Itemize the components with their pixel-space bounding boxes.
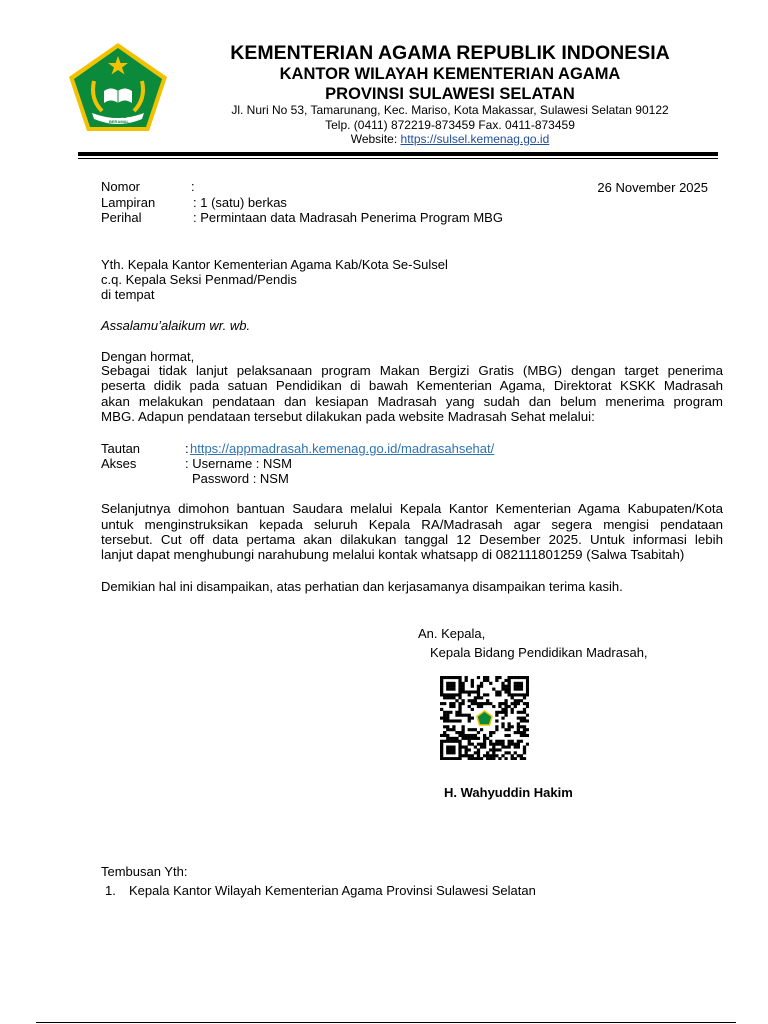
lampiran-label: Lampiran [101,195,156,210]
paragraph-1-line-4: MBG. Adapun pendataan tersebut dilakukan pada website Madrasah Sehat melalui: [101,409,595,424]
tautan-link[interactable]: https://appmadrasah.kemenag.go.id/madrasahsehat/ [190,441,495,456]
header-website [200,132,700,146]
perihal-label: Perihal [101,210,142,225]
header-line3: PROVINSI SULAWESI SELATAN [325,85,575,103]
logo-motto: IKHLAS BERAMAL [109,114,129,124]
cc-item: Kepala Kantor Wilayah Kementerian Agama Provinsi Sulawesi Selatan [129,883,536,898]
website-label: Website: [350,132,401,146]
header-rule-thick [78,152,718,156]
paragraph-1-line-2: peserta didik pada satuan Pendidikan di bawah Kementerian Agama, Direktorat KSKK Madrasah [101,378,723,393]
recipient-line1: Yth. Kepala Kantor Kementerian Agama Kab/Kota Se-Sulsel [101,257,448,272]
akses-label: Akses [101,456,137,471]
kemenag-logo [66,41,170,133]
qr-code [440,676,529,760]
paragraph-1-line-3: akan melakukan pendataan dan kesiapan Madrasah yang sudah dan belum menerima program [101,394,723,409]
signatory-name: H. Wahyuddin Hakim [444,785,573,800]
header-line1: KEMENTERIAN AGAMA REPUBLIK INDONESIA [230,42,670,64]
closing: Demikian hal ini disampaikan, atas perhatian dan kerjasamanya disampaikan terima kasih. [101,579,623,594]
header-address: Jl. Nuri No 53, Tamarunang, Kec. Mariso, Kota Makassar, Sulawesi Selatan 90122 [231,103,669,117]
cc-item-number: 1. [105,883,116,898]
tautan-label: Tautan [101,441,141,456]
cc-heading: Tembusan Yth: [101,864,188,879]
paragraph-2-line-4: lanjut dapat menghubungi narahubung melalui kontak whatsapp di 082111801259 (Salwa Tsabitah) [101,547,685,562]
tautan-colon: : [185,441,189,456]
header-line2: KANTOR WILAYAH KEMENTERIAN AGAMA [279,65,621,83]
nomor-label: Nomor [101,179,141,194]
footer-rule [36,1022,736,1023]
recipient-line3: di tempat [101,287,155,302]
paragraph-2-line-1: Selanjutnya dimohon bantuan Saudara melalui Kepala Kantor Kementerian Agama Kabupaten/Kota [101,501,723,516]
salam: Assalamu’alaikum wr. wb. [101,318,251,333]
nomor-value: : [191,179,195,194]
lampiran-value: : 1 (satu) berkas [193,195,287,210]
website-link[interactable]: https://sulsel.kemenag.go.id [400,132,550,146]
recipient-line2: c.q. Kepala Seksi Penmad/Pendis [101,272,297,287]
perihal-value: : Permintaan data Madrasah Penerima Program MBG [193,210,503,225]
paragraph-2-line-2: untuk menginstruksikan kepada seluruh Kepala RA/Madrasah agar segera mengisi pendataan [101,517,723,532]
header-phone: Telp. (0411) 872219-873459 Fax. 0411-873459 [325,118,575,132]
header-rule-thin [78,158,718,159]
akses-password: Password : NSM [192,471,289,486]
signature-an: An. Kepala, [418,626,486,641]
letter-date: 26 November 2025 [597,180,708,195]
akses-username: : Username : NSM [185,456,292,471]
opening: Dengan hormat, [101,349,195,364]
signature-title: Kepala Bidang Pendidikan Madrasah, [430,645,648,660]
paragraph-1-line-1: Sebagai tidak lanjut pelaksanaan program Makan Bergizi Gratis (MBG) dengan target penerima [101,363,723,378]
paragraph-2-line-3: tersebut. Cut off data pertama akan dilakukan tanggal 12 Desember 2025. Untuk informasi lebih [101,532,723,547]
